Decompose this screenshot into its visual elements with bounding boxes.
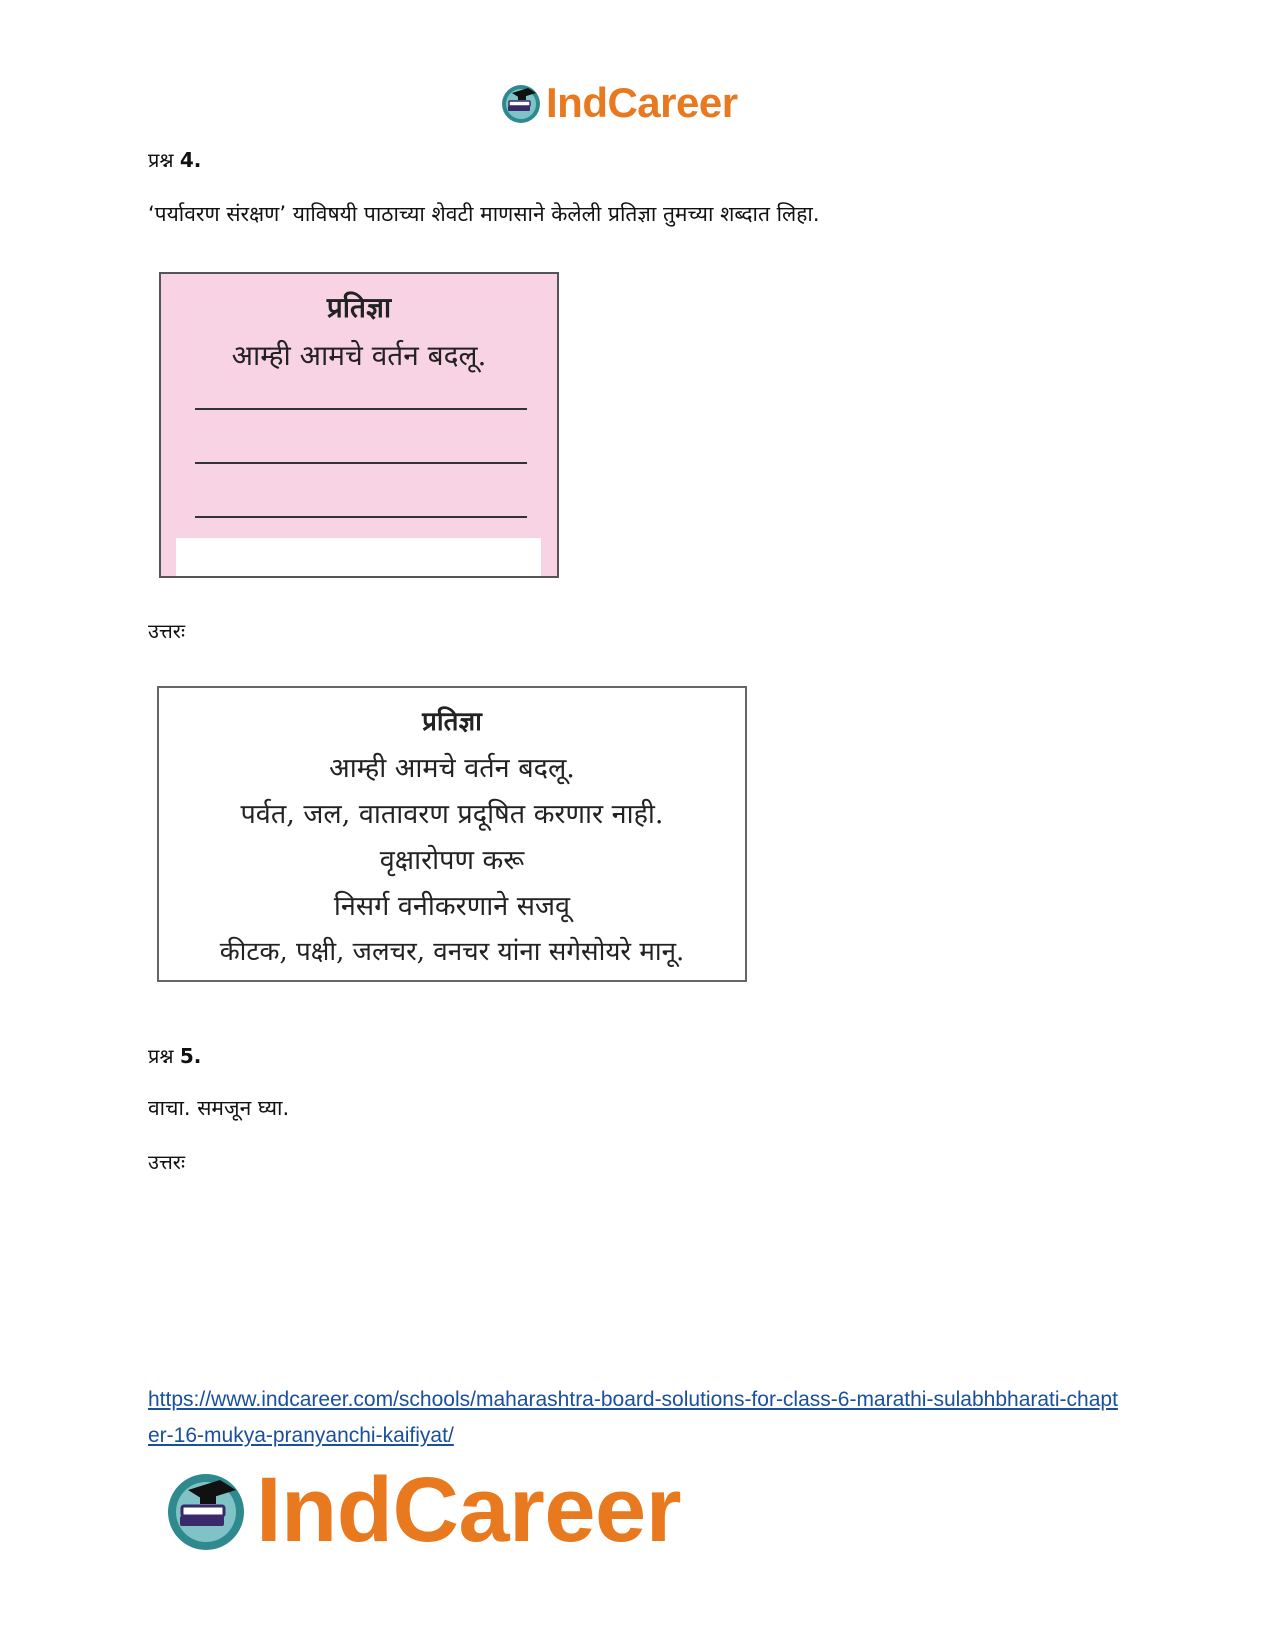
graduation-book-icon (498, 80, 544, 126)
answer-line: पर्वत, जल, वातावरण प्रदूषित करणार नाही. (240, 799, 664, 830)
footer-logo (160, 1460, 681, 1560)
question-5-label (148, 1042, 201, 1069)
answer-label: उत्तरः (148, 619, 185, 643)
answer-line: वृक्षारोपण करू (379, 845, 525, 876)
question-number: 4. (179, 148, 202, 172)
source-link[interactable]: https://www.indcareer.com/schools/maharashtra-board-solutions-for-class-6-marathi-sulabhbharati-chapter-16-mukya-pranyanchi-kaifiyat/ (148, 1388, 1118, 1447)
pledge-card (159, 272, 559, 578)
question-prefix: प्रश्न (148, 148, 174, 172)
answer-pledge-card (157, 686, 747, 982)
answer-line: निसर्ग वनीकरणाने सजवू (333, 891, 571, 922)
header-logo (498, 78, 738, 128)
question-4-label (148, 146, 201, 173)
graduation-book-icon (160, 1464, 252, 1556)
answer-line: कीटक, पक्षी, जलचर, वनचर यांना सगेसोयरे मानू. (219, 937, 685, 967)
answer-pledge-title: प्रतिज्ञा (422, 707, 482, 737)
question-5-prompt: वाचा. समजून घ्या. (148, 1096, 290, 1120)
blank-line (195, 462, 527, 464)
question-4-prompt: ‘पर्यावरण संरक्षण’ याविषयी पाठाच्या शेवटी माणसाने केलेली प्रतिज्ञा तुमच्या शब्दात लिहा. (148, 202, 820, 226)
blank-line (195, 516, 527, 518)
pledge-title: प्रतिज्ञा (326, 291, 392, 324)
white-strip (176, 538, 541, 576)
question-number: 5. (179, 1044, 202, 1068)
pledge-line: आम्ही आमचे वर्तन बदलू. (231, 339, 487, 372)
question-prefix: प्रश्न (148, 1044, 174, 1068)
blank-line (195, 408, 527, 410)
logo-wordmark: IndCareer (546, 79, 738, 126)
answer-line: आम्ही आमचे वर्तन बदलू. (329, 753, 575, 784)
logo-wordmark: IndCareer (256, 1458, 681, 1561)
answer-label: उत्तरः (148, 1150, 185, 1174)
